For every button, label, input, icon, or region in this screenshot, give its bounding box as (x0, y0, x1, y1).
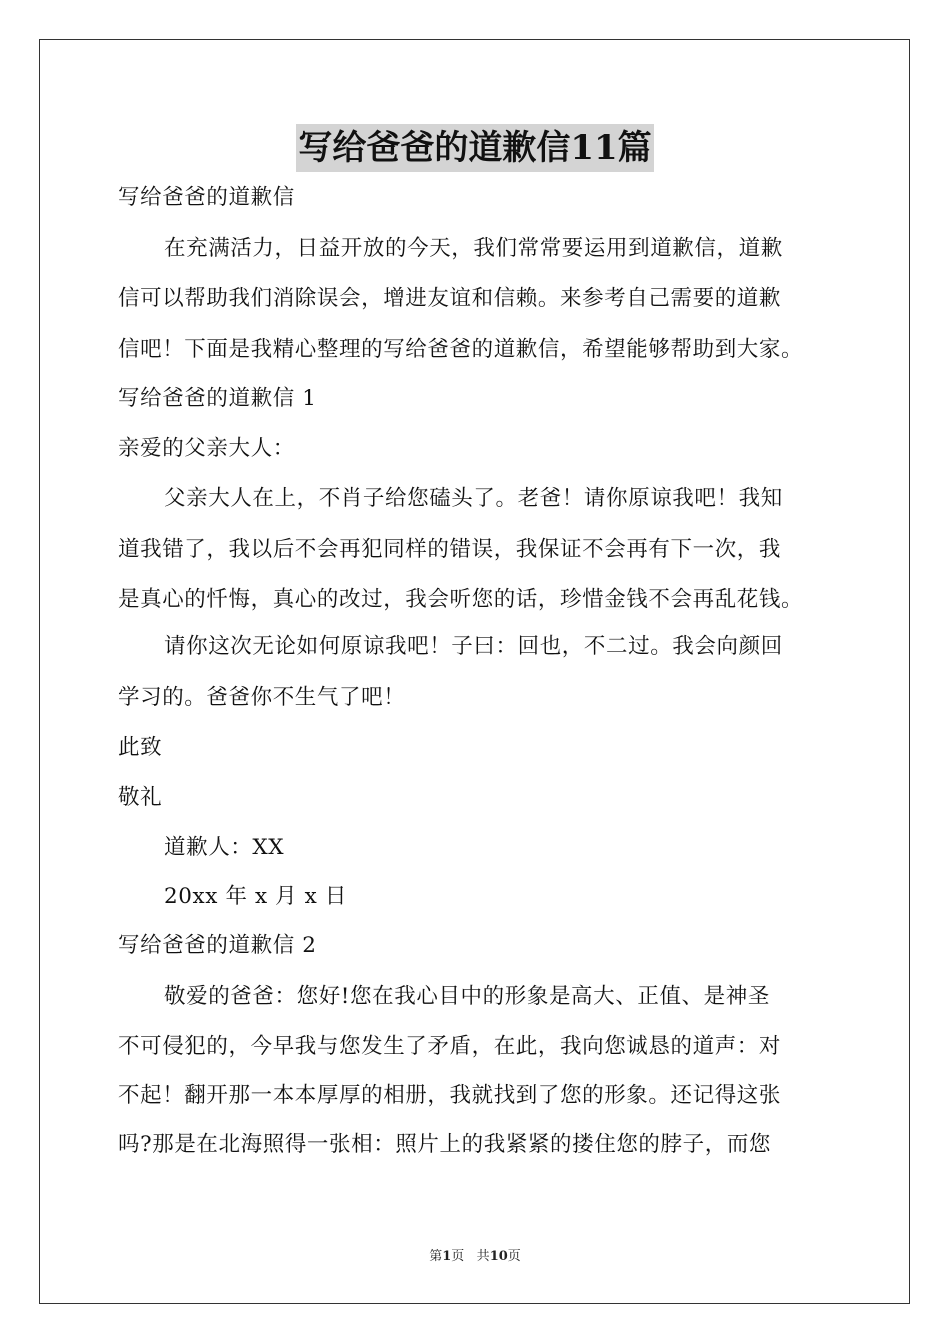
letter2-paragraph-line: 不可侵犯的，今早我与您发生了矛盾，在此，我向您诚恳的道声：对 (118, 1034, 782, 1059)
letter-paragraph-line: 父亲大人在上，不肖子给您磕头了。老爸！请你原谅我吧！我知 (164, 486, 783, 511)
letter2-paragraph-line: 不起！翻开那一本本厚厚的相册，我就找到了您的形象。还记得这张 (118, 1083, 782, 1108)
intro-paragraph-line: 在充满活力，日益开放的今天，我们常常要运用到道歉信，道歉 (164, 236, 783, 261)
footer-page-number: 1 (442, 1249, 452, 1264)
closing-line: 此致 (118, 735, 163, 760)
title-container (0, 124, 950, 172)
letter-paragraph-line: 请你这次无论如何原谅我吧！子曰：回也，不二过。我会向颜回 (164, 634, 783, 659)
footer-page-suffix: 页 (451, 1249, 465, 1264)
page-border (39, 39, 910, 1304)
footer-total-suffix: 页 (507, 1249, 521, 1264)
document-title: 写给爸爸的道歉信11篇 (296, 124, 653, 172)
signature-line: 道歉人：XX (164, 835, 285, 860)
intro-heading: 写给爸爸的道歉信 (118, 185, 295, 210)
letter-paragraph-line: 是真心的忏悔，真心的改过，我会听您的话，珍惜金钱不会再乱花钱。 (118, 587, 804, 612)
intro-paragraph-line: 信可以帮助我们消除误会，增进友谊和信赖。来参考自己需要的道歉 (118, 286, 782, 311)
closing-salute: 敬礼 (118, 785, 163, 810)
letter2-paragraph-line: 吗?那是在北海照得一张相：照片上的我紧紧的搂住您的脖子，而您 (118, 1132, 772, 1157)
section-heading-2: 写给爸爸的道歉信 2 (118, 933, 317, 958)
page-footer (0, 1247, 950, 1267)
intro-paragraph-line: 信吧！下面是我精心整理的写给爸爸的道歉信，希望能够帮助到大家。 (118, 337, 804, 362)
letter-paragraph-line: 学习的。爸爸你不生气了吧！ (118, 685, 406, 710)
section-heading-1: 写给爸爸的道歉信 1 (118, 386, 317, 411)
date-line: 20xx 年 x 月 x 日 (164, 884, 347, 909)
footer-total-pages: 10 (489, 1249, 508, 1264)
footer-total-prefix: 共 (476, 1249, 490, 1264)
footer-page-prefix: 第 (429, 1249, 443, 1264)
letter2-paragraph-line: 敬爱的爸爸：您好!您在我心目中的形象是高大、正值、是神圣 (164, 984, 770, 1009)
salutation: 亲爱的父亲大人： (118, 436, 295, 461)
letter-paragraph-line: 道我错了，我以后不会再犯同样的错误，我保证不会再有下一次，我 (118, 537, 782, 562)
